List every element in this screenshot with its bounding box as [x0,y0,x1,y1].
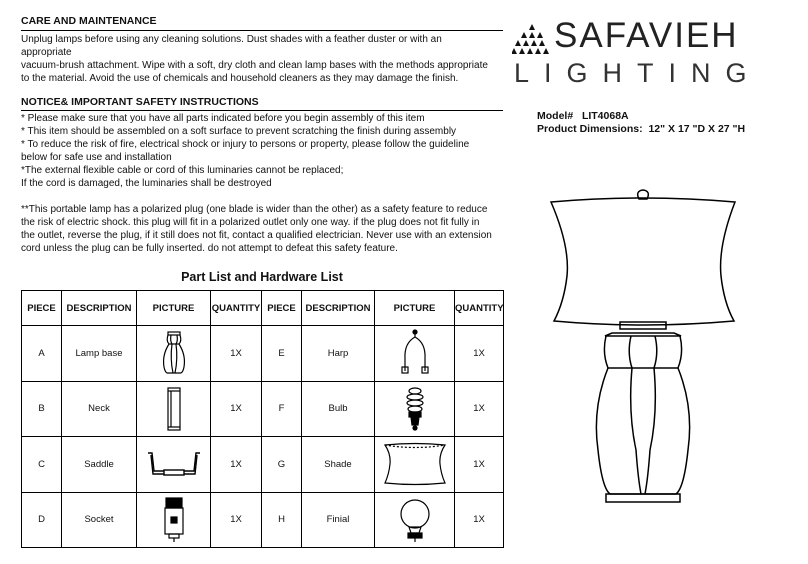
quantity-cell: 1X [455,326,504,381]
model-number: LIT4068A [581,110,629,122]
header-description: DESCRIPTION [62,291,137,326]
header-description: DESCRIPTION [302,291,375,326]
piece-cell: A [22,326,62,381]
piece-cell: H [262,492,302,548]
piece-cell: B [22,381,62,436]
safety-line: *The external flexible cable or cord of this luminaries cannot be replaced; [21,165,344,176]
piece-cell: F [262,381,302,436]
quantity-cell: 1X [455,492,504,548]
care-line: to the material. Avoid the use of chemicals and household cleaners as they may damage the finish. [21,73,459,84]
table-row [22,492,504,548]
header-piece: PIECE [262,291,302,326]
dimensions-label: Product Dimensions: [537,123,643,135]
header-piece: PIECE [22,291,62,326]
parts-table [21,290,504,548]
parts-table-title: Part List and Hardware List [181,270,343,284]
quantity-cell: 1X [455,437,504,492]
plug-line: cord unless the plug can be fully inserted. do not attempt to defeat this safety feature. [21,243,398,254]
piece-cell: C [22,437,62,492]
model-info [537,110,745,136]
dimensions-value: 12" X 17 "D X 27 "H [648,123,746,135]
safety-divider [21,110,503,111]
plug-line: the outlet, reverse the plug, if it still does not fit, contact a qualified electrician. Never use with an extension [21,230,492,241]
description-cell: Bulb [302,381,375,436]
plug-notice [21,203,503,255]
table-row [22,381,504,436]
brand-sub: LIGHTING [514,58,762,88]
description-cell: Lamp base [62,326,137,381]
lamp-illustration [548,188,738,548]
safety-line: * This item should be assembled on a soft surface to prevent scratching the finish during assembly [21,126,457,137]
header-picture: PICTURE [137,291,211,326]
header-quantity: QUANTITY [211,291,262,326]
harp-icon [375,326,455,381]
table-row [22,437,504,492]
description-cell: Finial [302,492,375,548]
care-line: vacuum-brush attachment. Wipe with a soft, dry cloth and clean lamp bases with the methods appropriate [21,60,488,71]
description-cell: Harp [302,326,375,381]
care-divider [21,30,503,31]
description-cell: Shade [302,437,375,492]
safety-line: below for safe use and installation [21,152,172,163]
socket-icon [137,492,211,548]
neck-icon [137,381,211,436]
piece-cell: E [262,326,302,381]
saddle-icon [137,437,211,492]
bulb-icon [375,381,455,436]
safety-line: * Please make sure that you have all parts indicated before you begin assembly of this item [21,113,425,124]
finial-icon [375,492,455,548]
table-header-row [22,291,504,326]
description-cell: Saddle [62,437,137,492]
piece-cell: G [262,437,302,492]
care-line: Unplug lamps before using any cleaning solutions. Dust shades with a feather duster or with an [21,34,442,45]
safety-line: If the cord is damaged, the luminaries shall be destroyed [21,178,272,189]
safety-title: NOTICE& IMPORTANT SAFETY INSTRUCTIONS [21,96,259,108]
care-title: CARE AND MAINTENANCE [21,15,157,27]
description-cell: Socket [62,492,137,548]
plug-line: **This portable lamp has a polarized plug (one blade is wider than the other) as a safety feature to reduce [21,204,488,215]
quantity-cell: 1X [211,381,262,436]
lamp-base-icon [137,326,211,381]
quantity-cell: 1X [211,492,262,548]
plug-line: the risk of electric shock. this plug will fit in a polarized outlet only one way. if the plug does not fit fully in [21,217,480,228]
quantity-cell: 1X [211,326,262,381]
header-picture: PICTURE [375,291,455,326]
quantity-cell: 1X [455,381,504,436]
description-cell: Neck [62,381,137,436]
table-row [22,326,504,381]
piece-cell: D [22,492,62,548]
brand-name: SAFAVIEH [554,16,739,55]
safety-line: * To reduce the risk of fire, electrical shock or injury to persons or property, please follow the guideline [21,139,470,150]
safety-text [21,112,503,190]
header-quantity: QUANTITY [455,291,504,326]
chandelier-logo-icon [512,24,552,58]
brand-logo [512,18,792,88]
care-line: appropriate [21,47,72,58]
shade-icon [375,437,455,492]
quantity-cell: 1X [211,437,262,492]
model-label: Model# [537,110,574,122]
care-text [21,33,503,85]
